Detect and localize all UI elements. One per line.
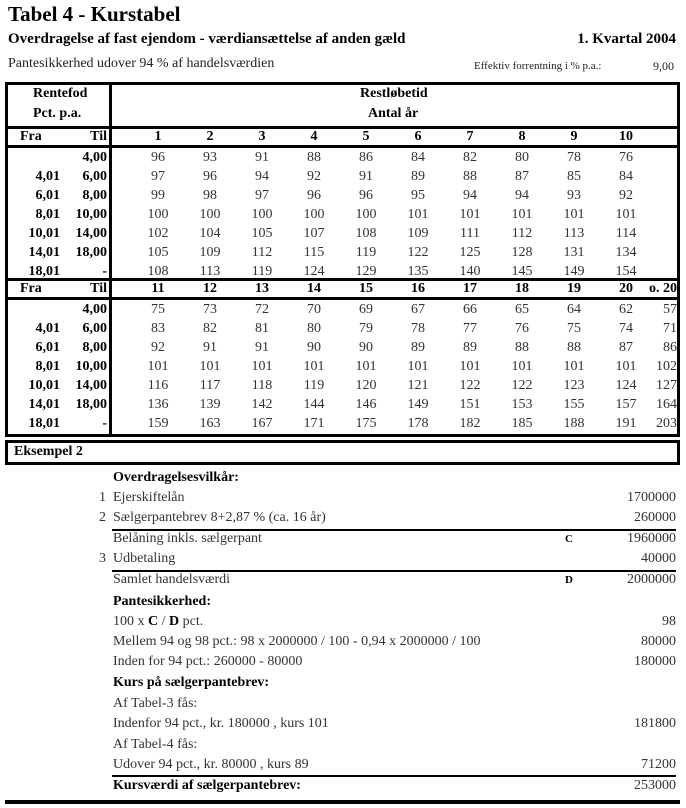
example-line: Belåning inkls. sælgerpant C 1960000 bbox=[113, 531, 676, 546]
value-cell: 101 bbox=[563, 206, 585, 222]
example-line: 1 Ejerskiftelån 1700000 bbox=[99, 490, 676, 505]
value-cell: 191 bbox=[615, 415, 637, 431]
value-cell: 100 bbox=[303, 206, 325, 222]
value-cell: 90 bbox=[307, 339, 321, 355]
example-line: 3 Udbetaling 40000 bbox=[99, 551, 676, 566]
value-cell: 112 bbox=[251, 244, 273, 260]
value-cell: 125 bbox=[459, 244, 481, 260]
table-row bbox=[8, 243, 677, 262]
example-title: Eksempel 2 bbox=[14, 444, 83, 459]
value-cell: 82 bbox=[463, 149, 477, 165]
fra-cell: 10,01 bbox=[28, 225, 60, 241]
value-cell: 122 bbox=[459, 377, 481, 393]
page-title: Tabel 4 - Kurstabel bbox=[8, 2, 181, 26]
value-cell: 96 bbox=[307, 187, 321, 203]
fra-header: Fra bbox=[20, 281, 42, 296]
column-header: 7 bbox=[466, 129, 474, 144]
table-row bbox=[8, 357, 677, 376]
value-cell: 119 bbox=[355, 244, 377, 260]
column-header: 4 bbox=[310, 129, 318, 144]
til-cell: 18,00 bbox=[75, 244, 107, 260]
formula-line: 100 x C / D pct. 98 bbox=[113, 614, 676, 629]
value-cell: 123 bbox=[563, 377, 585, 393]
value-cell: 124 bbox=[303, 263, 325, 279]
value-cell: 155 bbox=[563, 396, 585, 412]
value-cell: 81 bbox=[255, 320, 269, 336]
fra-cell: 4,01 bbox=[35, 320, 60, 336]
value-cell: 175 bbox=[355, 415, 377, 431]
value-cell: 159 bbox=[147, 415, 169, 431]
value-cell: 120 bbox=[355, 377, 377, 393]
table-row bbox=[8, 319, 677, 338]
tabel3-label: Af Tabel-3 fås: bbox=[113, 696, 198, 711]
value-cell: 92 bbox=[619, 187, 633, 203]
value-cell: 75 bbox=[567, 320, 581, 336]
value-cell: 88 bbox=[307, 149, 321, 165]
value-cell: 105 bbox=[251, 225, 273, 241]
value-cell: 101 bbox=[407, 358, 429, 374]
value-cell: 145 bbox=[511, 263, 533, 279]
fra-cell: 8,01 bbox=[35, 206, 60, 222]
value-cell: 124 bbox=[615, 377, 637, 393]
pct-header: Pct. p.a. bbox=[33, 106, 82, 121]
value-cell: 91 bbox=[255, 149, 269, 165]
value-cell: 121 bbox=[407, 377, 429, 393]
bottom-rule bbox=[5, 800, 680, 804]
sum-rule bbox=[112, 570, 676, 572]
value-cell: 144 bbox=[303, 396, 325, 412]
value-cell: 188 bbox=[563, 415, 585, 431]
value-cell: 94 bbox=[463, 187, 477, 203]
value-cell: 100 bbox=[355, 206, 377, 222]
value-cell: 134 bbox=[615, 244, 637, 260]
value-cell: 100 bbox=[251, 206, 273, 222]
fra-cell: 14,01 bbox=[28, 244, 60, 260]
value-cell: 70 bbox=[307, 301, 321, 317]
value-cell: 101 bbox=[251, 358, 273, 374]
value-cell: 114 bbox=[615, 225, 637, 241]
section-heading: Overdragelsesvilkår: bbox=[113, 470, 239, 485]
value-cell: 100 bbox=[199, 206, 221, 222]
value-cell: 116 bbox=[147, 377, 169, 393]
value-cell: 101 bbox=[563, 358, 585, 374]
value-cell: 72 bbox=[255, 301, 269, 317]
example-line: Samlet handelsværdi D 2000000 bbox=[113, 572, 676, 587]
value-cell: 101 bbox=[407, 206, 429, 222]
value-cell: 85 bbox=[567, 168, 581, 184]
column-header: o. 20 bbox=[649, 281, 677, 296]
til-cell: 8,00 bbox=[82, 339, 107, 355]
rate-value: 9,00 bbox=[653, 59, 674, 73]
value-cell: 101 bbox=[615, 358, 637, 374]
value-cell: 102 bbox=[656, 358, 677, 374]
value-cell: 109 bbox=[199, 244, 221, 260]
value-cell: 77 bbox=[463, 320, 477, 336]
table-row bbox=[8, 148, 677, 167]
value-cell: 151 bbox=[459, 396, 481, 412]
fra-cell: 18,01 bbox=[28, 415, 60, 431]
value-cell: 136 bbox=[147, 396, 169, 412]
value-cell: 153 bbox=[511, 396, 533, 412]
til-cell: 10,00 bbox=[75, 358, 107, 374]
value-cell: 102 bbox=[147, 225, 169, 241]
table-row bbox=[8, 167, 677, 186]
value-cell: 185 bbox=[511, 415, 533, 431]
value-cell: 74 bbox=[619, 320, 633, 336]
table-row bbox=[8, 224, 677, 243]
value-cell: 66 bbox=[463, 301, 477, 317]
value-cell: 135 bbox=[407, 263, 429, 279]
value-cell: 111 bbox=[460, 225, 480, 241]
tabel4-label: Af Tabel-4 fås: bbox=[113, 737, 198, 752]
fra-cell: 8,01 bbox=[35, 358, 60, 374]
column-header: 17 bbox=[463, 281, 477, 296]
value-cell: 92 bbox=[307, 168, 321, 184]
value-cell: 93 bbox=[203, 149, 217, 165]
value-cell: 119 bbox=[303, 377, 325, 393]
value-cell: 96 bbox=[151, 149, 165, 165]
value-cell: 91 bbox=[359, 168, 373, 184]
antal-ar-header: Antal år bbox=[368, 106, 419, 121]
value-cell: 128 bbox=[511, 244, 533, 260]
value-cell: 101 bbox=[355, 358, 377, 374]
til-cell: 10,00 bbox=[75, 206, 107, 222]
value-cell: 108 bbox=[355, 225, 377, 241]
column-header-row-1 bbox=[8, 129, 677, 145]
value-cell: 89 bbox=[411, 339, 425, 355]
value-cell: 89 bbox=[411, 168, 425, 184]
table-row bbox=[8, 376, 677, 395]
value-cell: 88 bbox=[515, 339, 529, 355]
value-cell: 93 bbox=[567, 187, 581, 203]
value-cell: 122 bbox=[511, 377, 533, 393]
value-cell: 82 bbox=[203, 320, 217, 336]
example-line: 2 Sælgerpantebrev 8+2,87 % (ca. 16 år) 260000 bbox=[99, 510, 676, 525]
value-cell: 80 bbox=[307, 320, 321, 336]
value-cell: 101 bbox=[459, 206, 481, 222]
value-cell: 92 bbox=[151, 339, 165, 355]
value-cell: 76 bbox=[619, 149, 633, 165]
column-header: 15 bbox=[359, 281, 373, 296]
value-cell: 142 bbox=[251, 396, 273, 412]
til-cell: 8,00 bbox=[82, 187, 107, 203]
value-cell: 105 bbox=[147, 244, 169, 260]
value-cell: 64 bbox=[567, 301, 581, 317]
value-cell: 96 bbox=[359, 187, 373, 203]
value-cell: 139 bbox=[199, 396, 221, 412]
value-cell: 91 bbox=[203, 339, 217, 355]
value-cell: 97 bbox=[255, 187, 269, 203]
rentefod-header: Rentefod bbox=[33, 86, 88, 101]
column-header: 18 bbox=[515, 281, 529, 296]
value-cell: 154 bbox=[615, 263, 637, 279]
value-cell: 119 bbox=[251, 263, 273, 279]
table-row bbox=[8, 338, 677, 357]
total-line: Kursværdi af sælgerpantebrev: 253000 bbox=[113, 778, 676, 793]
mellem-line: Mellem 94 og 98 pct.: 98 x 2000000 / 100 - 0,94 x 2000000 / 100 80000 bbox=[113, 634, 676, 649]
inden-line: Inden for 94 pct.: 260000 - 80000 180000 bbox=[113, 654, 676, 669]
value-cell: 87 bbox=[619, 339, 633, 355]
value-cell: 112 bbox=[511, 225, 533, 241]
total-rule bbox=[112, 775, 676, 777]
value-cell: 163 bbox=[199, 415, 221, 431]
value-cell: 80 bbox=[515, 149, 529, 165]
column-header: 3 bbox=[258, 129, 266, 144]
value-cell: 146 bbox=[355, 396, 377, 412]
fra-cell: 4,01 bbox=[35, 168, 60, 184]
subtitle: Overdragelse af fast ejendom - værdiansættelse af anden gæld bbox=[8, 31, 406, 47]
value-cell: 101 bbox=[511, 206, 533, 222]
value-cell: 101 bbox=[511, 358, 533, 374]
value-cell: 113 bbox=[199, 263, 221, 279]
value-cell: 83 bbox=[151, 320, 165, 336]
sum-rule bbox=[112, 529, 676, 531]
value-cell: 167 bbox=[251, 415, 273, 431]
column-header: 10 bbox=[619, 129, 633, 144]
column-header: 16 bbox=[411, 281, 425, 296]
value-cell: 94 bbox=[515, 187, 529, 203]
til-cell: 14,00 bbox=[75, 225, 107, 241]
value-cell: 65 bbox=[515, 301, 529, 317]
value-cell: 101 bbox=[199, 358, 221, 374]
value-cell: 84 bbox=[411, 149, 425, 165]
value-cell: 71 bbox=[663, 320, 677, 336]
value-cell: 86 bbox=[359, 149, 373, 165]
fra-cell: 14,01 bbox=[28, 396, 60, 412]
column-header: 14 bbox=[307, 281, 321, 296]
table-row bbox=[8, 205, 677, 224]
value-cell: 104 bbox=[199, 225, 221, 241]
restlobetid-header: Restløbetid bbox=[360, 86, 428, 101]
value-cell: 127 bbox=[656, 377, 677, 393]
til-cell: 6,00 bbox=[82, 320, 107, 336]
til-cell: 6,00 bbox=[82, 168, 107, 184]
value-cell: 182 bbox=[459, 415, 481, 431]
value-cell: 95 bbox=[411, 187, 425, 203]
column-header: 13 bbox=[255, 281, 269, 296]
table-row bbox=[8, 186, 677, 205]
column-header: 8 bbox=[518, 129, 526, 144]
til-cell: 14,00 bbox=[75, 377, 107, 393]
value-cell: 203 bbox=[656, 415, 677, 431]
fra-cell: 6,01 bbox=[35, 339, 60, 355]
quarter-label: 1. Kvartal 2004 bbox=[577, 31, 676, 47]
value-cell: 171 bbox=[303, 415, 325, 431]
til-cell: 18,00 bbox=[75, 396, 107, 412]
kurstabel-table bbox=[5, 82, 680, 437]
value-cell: 88 bbox=[463, 168, 477, 184]
fra-header: Fra bbox=[20, 129, 42, 144]
table-row bbox=[8, 414, 677, 433]
subnote: Pantesikkerhed udover 94 % af handelsværdien bbox=[8, 56, 275, 71]
value-cell: 149 bbox=[407, 396, 429, 412]
value-cell: 115 bbox=[303, 244, 325, 260]
value-cell: 118 bbox=[251, 377, 273, 393]
indenfor-line: Indenfor 94 pct., kr. 180000 , kurs 101 181800 bbox=[113, 716, 676, 731]
value-cell: 97 bbox=[151, 168, 165, 184]
value-cell: 178 bbox=[407, 415, 429, 431]
value-cell: 88 bbox=[567, 339, 581, 355]
value-cell: 113 bbox=[563, 225, 585, 241]
value-cell: 89 bbox=[463, 339, 477, 355]
value-cell: 96 bbox=[203, 168, 217, 184]
value-cell: 73 bbox=[203, 301, 217, 317]
fra-cell: 6,01 bbox=[35, 187, 60, 203]
rate-label: Effektiv forrentning i % p.a.: bbox=[474, 60, 602, 72]
value-cell: 87 bbox=[515, 168, 529, 184]
column-header: 20 bbox=[619, 281, 633, 296]
value-cell: 101 bbox=[459, 358, 481, 374]
value-cell: 91 bbox=[255, 339, 269, 355]
table-row bbox=[8, 395, 677, 414]
value-cell: 78 bbox=[567, 149, 581, 165]
til-cell: 4,00 bbox=[82, 301, 107, 317]
value-cell: 62 bbox=[619, 301, 633, 317]
column-header: 19 bbox=[567, 281, 581, 296]
value-cell: 75 bbox=[151, 301, 165, 317]
column-header: 5 bbox=[362, 129, 370, 144]
value-cell: 140 bbox=[459, 263, 481, 279]
fra-cell: 10,01 bbox=[28, 377, 60, 393]
value-cell: 90 bbox=[359, 339, 373, 355]
udover-line: Udover 94 pct., kr. 80000 , kurs 89 71200 bbox=[113, 757, 676, 772]
value-cell: 57 bbox=[663, 301, 677, 317]
value-cell: 129 bbox=[355, 263, 377, 279]
value-cell: 78 bbox=[411, 320, 425, 336]
value-cell: 108 bbox=[147, 263, 169, 279]
column-header: 1 bbox=[154, 129, 162, 144]
value-cell: 69 bbox=[359, 301, 373, 317]
value-cell: 122 bbox=[407, 244, 429, 260]
value-cell: 117 bbox=[199, 377, 221, 393]
value-cell: 107 bbox=[303, 225, 325, 241]
value-cell: 164 bbox=[656, 396, 677, 412]
value-cell: 109 bbox=[407, 225, 429, 241]
table-row bbox=[8, 300, 677, 319]
til-cell: - bbox=[102, 415, 107, 431]
value-cell: 99 bbox=[151, 187, 165, 203]
value-cell: 94 bbox=[255, 168, 269, 184]
value-cell: 84 bbox=[619, 168, 633, 184]
value-cell: 100 bbox=[147, 206, 169, 222]
column-header: 6 bbox=[414, 129, 422, 144]
column-header: 2 bbox=[206, 129, 214, 144]
value-cell: 149 bbox=[563, 263, 585, 279]
section-heading: Kurs på sælgerpantebrev: bbox=[113, 675, 270, 690]
column-header: 11 bbox=[151, 281, 165, 296]
value-cell: 98 bbox=[203, 187, 217, 203]
example-header-box bbox=[5, 440, 680, 465]
section-heading: Pantesikkerhed: bbox=[113, 594, 211, 609]
value-cell: 101 bbox=[615, 206, 637, 222]
value-cell: 76 bbox=[515, 320, 529, 336]
til-header: Til bbox=[90, 281, 107, 296]
value-cell: 157 bbox=[615, 396, 637, 412]
column-header: 12 bbox=[203, 281, 217, 296]
til-cell: 4,00 bbox=[82, 149, 107, 165]
til-cell: - bbox=[102, 263, 107, 279]
value-cell: 101 bbox=[303, 358, 325, 374]
til-header: Til bbox=[90, 129, 107, 144]
value-cell: 67 bbox=[411, 301, 425, 317]
column-header-row-2 bbox=[8, 281, 677, 297]
value-cell: 79 bbox=[359, 320, 373, 336]
value-cell: 86 bbox=[663, 339, 677, 355]
value-cell: 101 bbox=[147, 358, 169, 374]
column-header: 9 bbox=[570, 129, 578, 144]
fra-cell: 18,01 bbox=[28, 263, 60, 279]
value-cell: 131 bbox=[563, 244, 585, 260]
